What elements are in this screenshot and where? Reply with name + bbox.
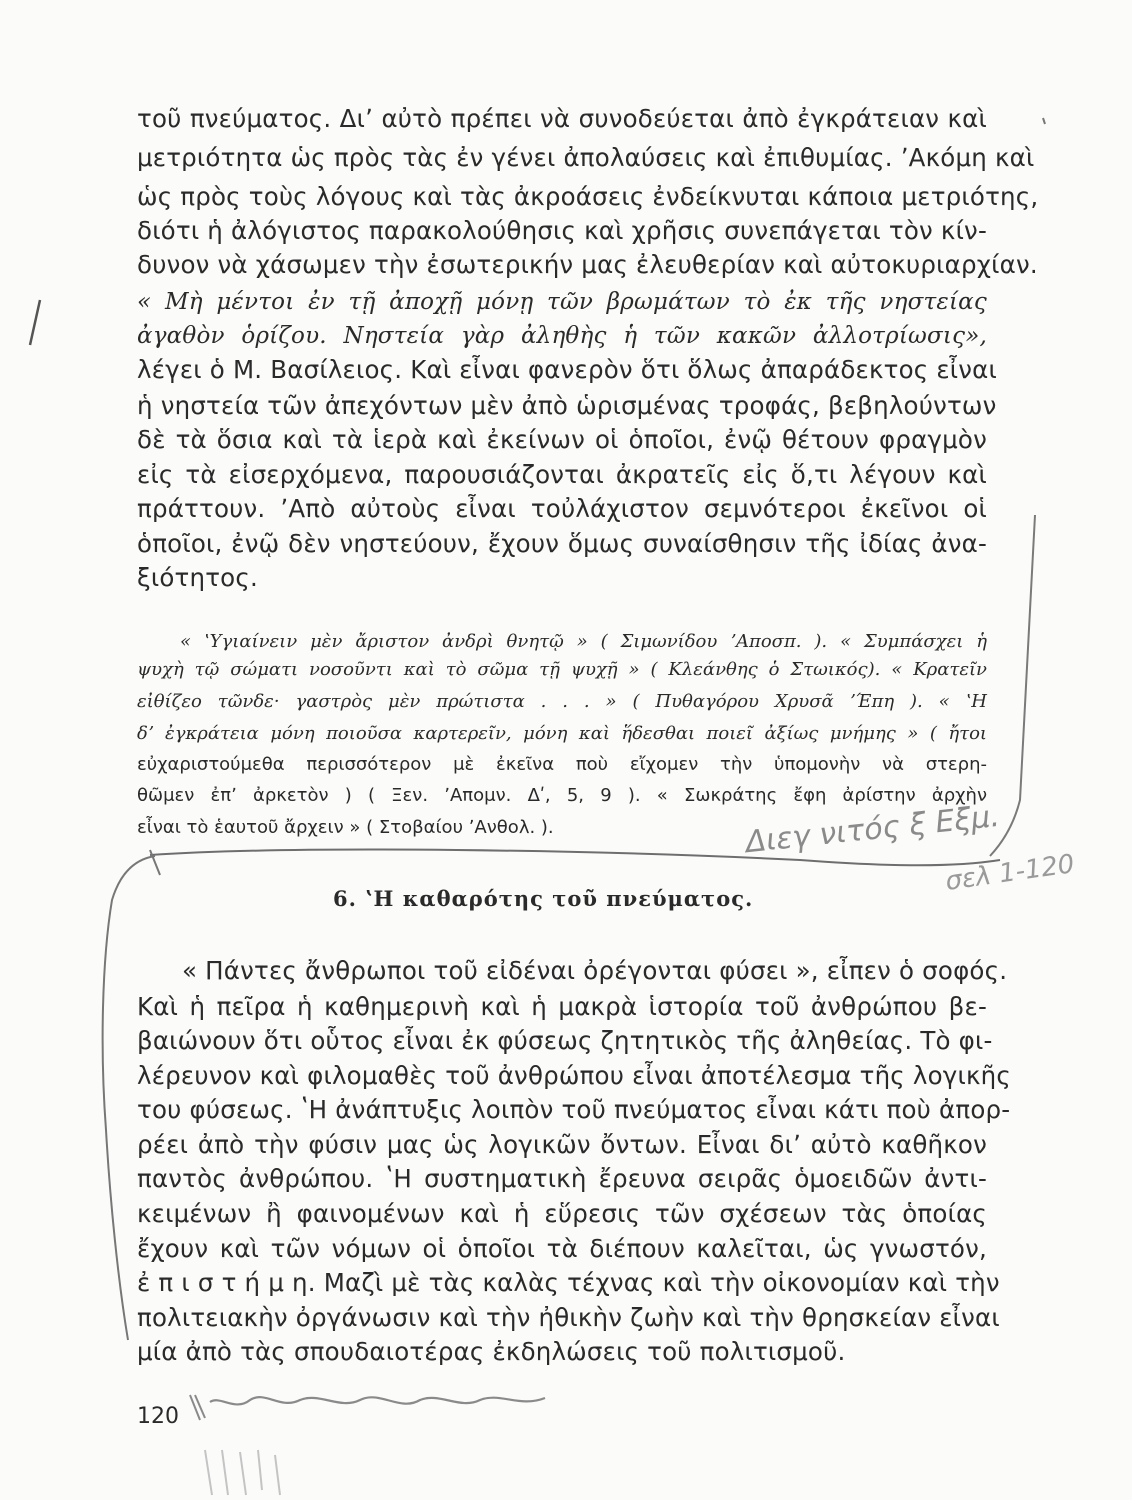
section-line: ἔχουν καὶ τῶν νόμων οἱ ὁποῖοι τὰ διέπουν καλεῖται, ὡς γνωστόν, — [137, 1234, 987, 1263]
body-line: τοῦ πνεύματος. Διʼ αὐτὸ πρέπει νὰ συνοδεύεται ἀπὸ ἐγκράτειαν καὶ — [137, 104, 987, 133]
body-line: λέγει ὁ Μ. Βασίλειος. Καὶ εἶναι φανερὸν ὅτι ὅλως ἀπαράδεκτος εἶναι — [137, 355, 997, 384]
quote-line: εὐχαριστούμεθα περισσότερον μὲ ἐκεῖνα ποὺ εἴχομεν τὴν ὑπομονὴν νὰ στερη- — [137, 754, 987, 775]
faint-pencil-marks — [205, 1450, 280, 1495]
section-line: πολιτειακὴν ὀργάνωσιν καὶ τὴν ἠθικὴν ζωὴν καὶ τὴν θρησκείαν εἶναι — [137, 1303, 1000, 1332]
page-number: 120 — [137, 1404, 179, 1429]
body-line: δυνον νὰ χάσωμεν τὴν ἐσωτερικήν μας ἐλευθερίαν καὶ αὐτοκυριαρχίαν. — [137, 250, 1038, 279]
quote-line: « ʽΥγιαίνειν μὲν ἄριστον ἀνδρὶ θνητῷ » ( Σιμωνίδου ʼΑποσπ. ). « Συμπάσχει ἡ — [180, 631, 987, 652]
section-line: « Πάντες ἄνθρωποι τοῦ εἰδέναι ὀρέγονται φύσει », εἶπεν ὁ σοφός. — [182, 956, 1008, 985]
section-heading: 6. ʽΗ καθαρότης τοῦ πνεύματος. — [333, 886, 754, 911]
body-line: ὁποῖοι, ἐνῷ δὲν νηστεύουν, ἔχουν ὅμως συναίσθησιν τῆς ἰδίας ἀνα- — [137, 529, 987, 558]
quote-line: ψυχὴ τῷ σώματι νοσοῦντι καὶ τὸ σῶμα τῇ ψυχῇ » ( Κλεάνθης ὁ Στωικός). « Κρατεῖν — [137, 659, 987, 680]
margin-slash-mark — [30, 300, 40, 345]
section-line: λέρευνον καὶ φιλομαθὲς τοῦ ἀνθρώπου εἶναι ἀποτέλεσμα τῆς λογικῆς — [137, 1061, 1011, 1090]
body-line: εἰς τὰ εἰσερχόμενα, παρουσιάζονται ἀκρατεῖς εἰς ὅ,τι λέγουν καὶ — [137, 460, 987, 489]
body-line: διότι ἡ ἀλόγιστος παρακολούθησις καὶ χρῆσις συνεπάγεται τὸν κίν- — [137, 216, 987, 245]
body-line: δὲ τὰ ὅσια καὶ τὰ ἱερὰ καὶ ἐκείνων οἱ ὁποῖοι, ἐνῷ θέτουν φραγμὸν — [137, 425, 987, 454]
quote-line: εἶναι τὸ ἑαυτοῦ ἄρχειν » ( Στοβαίου ʼΑνθολ. ). — [137, 817, 554, 838]
section-line: ἐ π ι σ τ ή μ η. Μαζὶ μὲ τὰς καλὰς τέχνας καὶ τὴν οἰκονομίαν καὶ τὴν — [137, 1268, 1000, 1297]
section-line: παντὸς ἀνθρώπου. ʽΗ συστηματικὴ ἔρευνα σειρᾶς ὁμοειδῶν ἀντι- — [137, 1164, 987, 1193]
body-line: ξιότητος. — [137, 563, 258, 592]
body-line: ὡς πρὸς τοὺς λόγους καὶ τὰς ἀκροάσεις ἐνδείκνυται κάποια μετριότης, — [137, 182, 1039, 211]
quote-line: εἰθίζεο τῶνδε· γαστρὸς μὲν πρώτιστα . . . » ( Πυθαγόρου Χρυσᾶ ʼΈπη ). « ʽΗ — [137, 691, 987, 712]
section-line: Καὶ ἡ πεῖρα ἡ καθημερινὴ καὶ ἡ μακρὰ ἱστορία τοῦ ἀνθρώπου βε- — [137, 992, 987, 1021]
body-line: ἡ νηστεία τῶν ἀπεχόντων μὲν ἀπὸ ὡρισμένας τροφάς, βεβηλούντων — [137, 391, 997, 420]
handwritten-pages-note: σελ 1-120 — [943, 849, 1077, 897]
section-line: μία ἀπὸ τὰς σπουδαιοτέρας ἐκδηλώσεις τοῦ πολιτισμοῦ. — [137, 1337, 846, 1366]
section-line: του φύσεως. ʽΗ ἀνάπτυξις λοιπὸν τοῦ πνεύματος εἶναι κάτι ποὺ ἀπορ- — [137, 1095, 1011, 1124]
pencil-scribble — [210, 1397, 545, 1404]
section-line: ρέει ἀπὸ τὴν φύσιν μας ὡς λογικῶν ὄντων. Εἶναι διʼ αὐτὸ καθῆκον — [137, 1130, 987, 1159]
margin-arc-line — [103, 856, 155, 1340]
quote-line: δʼ ἐγκράτεια μόνη ποιοῦσα καρτερεῖν, μόνη καὶ ἥδεσθαι ποιεῖ ἀξίως μνήμης » ( ἤτοι — [137, 723, 987, 744]
section-line: κειμένων ἢ φαινομένων καὶ ἡ εὕρεσις τῶν σχέσεων τὰς ὁποίας — [137, 1199, 987, 1228]
section-line: βαιώνουν ὅτι οὗτος εἶναι ἐκ φύσεως ζητητικὸς τῆς ἀληθείας. Τὸ φι- — [137, 1026, 993, 1055]
body-line: πράττουν. ʼΑπὸ αὐτοὺς εἶναι τοὐλάχιστον σεμνότεροι ἐκεῖνοι οἱ — [137, 494, 987, 523]
quote-line: θῶμεν ἐπʼ ἀρκετὸν ) ( Ξεν. ʼΑπομν. Δʹ, 5, 9 ). « Σωκράτης ἔφη ἀρίστην ἀρχὴν — [137, 785, 987, 806]
handwritten-note: Διεγ νιτός ξ Εξμ. — [743, 798, 1002, 861]
body-line: « Μὴ μέντοι ἐν τῇ ἀποχῇ μόνῃ τῶν βρωμάτων τὸ ἐκ τῆς νηστείας — [137, 289, 987, 315]
separator-pencil-line — [150, 850, 1000, 866]
body-line: μετριότητα ὡς πρὸς τὰς ἐν γένει ἀπολαύσεις καὶ ἐπιθυμίας. ʼΑκόμη καὶ — [137, 143, 1035, 172]
body-line: ἀγαθὸν ὁρίζου. Νηστεία γὰρ ἀληθὴς ἡ τῶν κακῶν ἀλλοτρίωσις», — [137, 323, 987, 349]
